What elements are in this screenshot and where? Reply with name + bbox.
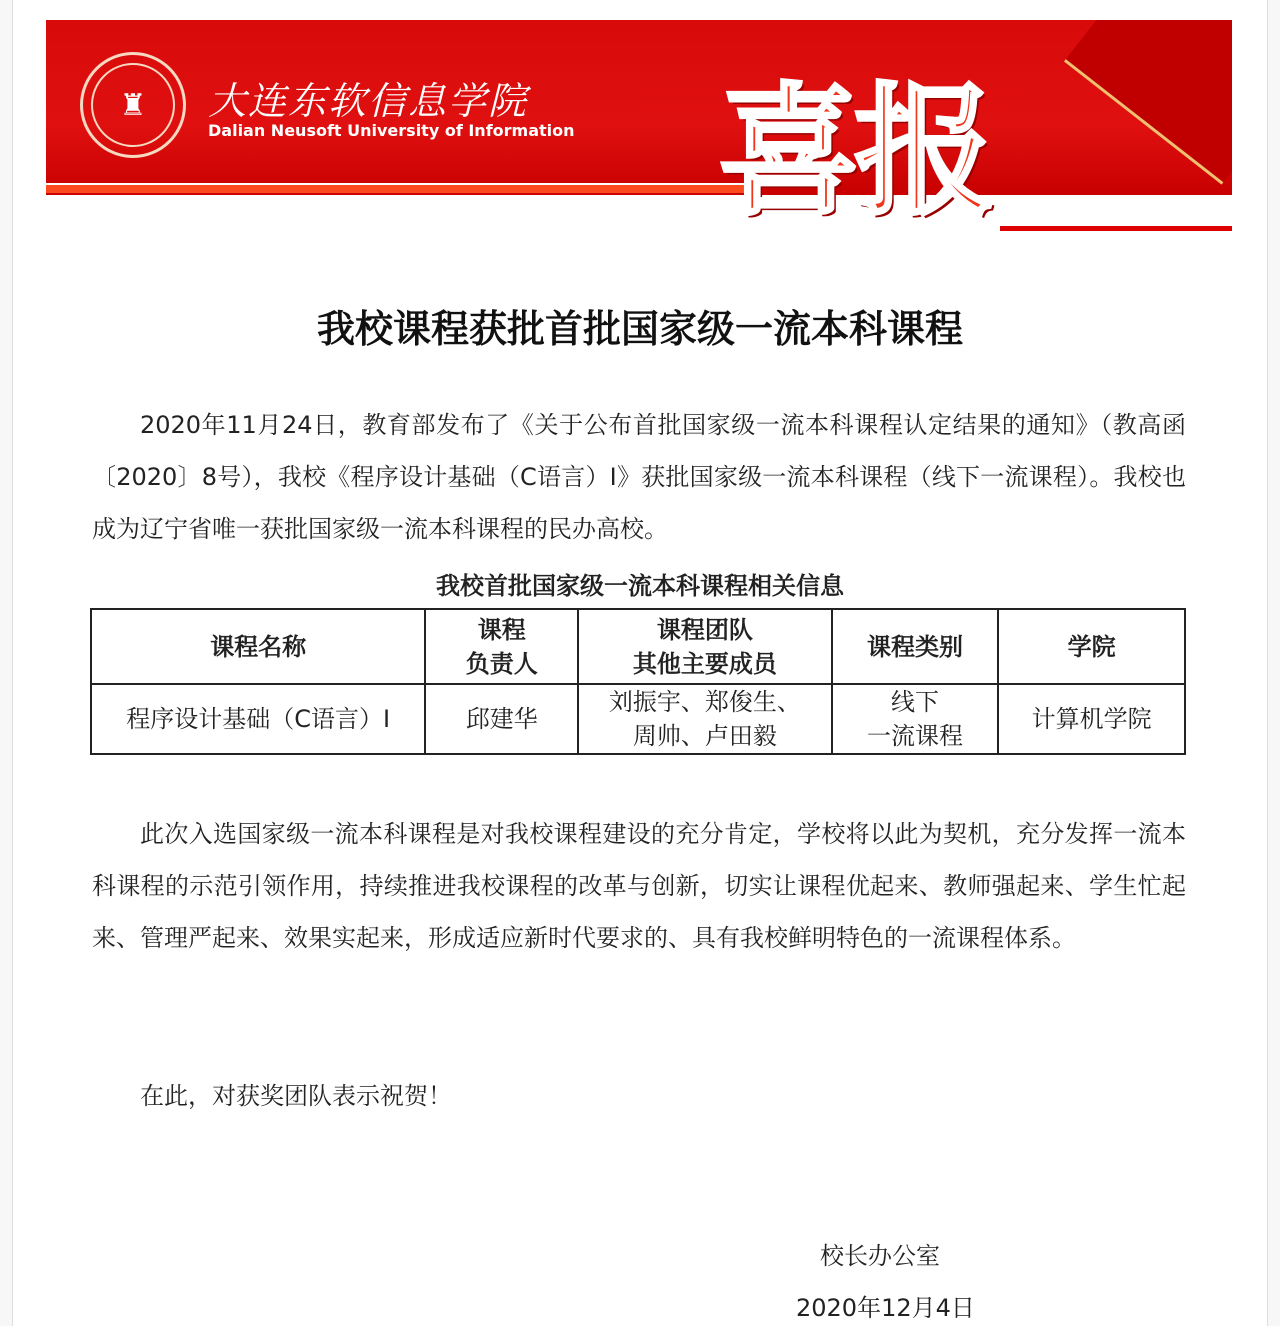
- table-header-row: [91, 609, 1185, 684]
- school-logo: [80, 52, 186, 158]
- table-caption: 我校首批国家级一流本科课程相关信息: [436, 572, 844, 600]
- paragraph-2: 此次入选国家级一流本科课程是对我校课程建设的充分肯定，学校将以此为契机，充分发挥一流本科课程的示范引领作用，持续推进我校课程的改革与创新，切实让课程优起来、教师强起来、学生忙起来、管理严起来、效果实起来，形成适应新时代要求的、具有我校鲜明特色的一流课程体系。: [92, 820, 1186, 952]
- header-college: 学院: [998, 609, 1185, 684]
- header-leader: 课程 负责人: [425, 609, 578, 684]
- paragraph-3: 在此，对获奖团队表示祝贺！: [140, 1082, 452, 1110]
- school-name-cn: 大连东软信息学院: [208, 79, 529, 123]
- header-team: 课程团队 其他主要成员: [578, 609, 832, 684]
- banner-title: 喜报: [718, 70, 990, 235]
- signature-office: 校长办公室: [820, 1242, 940, 1270]
- paragraph-1: 2020年11月24日，教育部发布了《关于公布首批国家级一流本科课程认定结果的通知》（教高函〔2020〕8号），我校《程序设计基础（C语言）I》获批国家级一流本科课程（线下一流课程）。我校也成为辽宁省唯一获批国家级一流本科课程的民办高校。: [92, 411, 1186, 543]
- signature-date: 2020年12月4日: [796, 1294, 975, 1322]
- header-course-name: 课程名称: [91, 609, 425, 684]
- tower-icon: ♜: [91, 63, 175, 147]
- cell-leader: 邱建华: [425, 684, 578, 754]
- article-title: 我校课程获批首批国家级一流本科课程: [316, 307, 963, 351]
- cell-college: 计算机学院: [998, 684, 1185, 754]
- school-name-en: Dalian Neusoft University of Information: [208, 121, 575, 140]
- course-table: [90, 608, 1186, 755]
- banner-line: [46, 183, 746, 193]
- cell-course-name: 程序设计基础（C语言）I: [91, 684, 425, 754]
- ribbon-decoration: [1064, 20, 1232, 185]
- banner-tail-line: [1000, 226, 1232, 231]
- cell-category: 线下 一流课程: [832, 684, 999, 754]
- table-row: [91, 684, 1185, 754]
- header-category: 课程类别: [832, 609, 999, 684]
- cell-team: 刘振宇、郑俊生、 周帅、卢田毅: [578, 684, 832, 754]
